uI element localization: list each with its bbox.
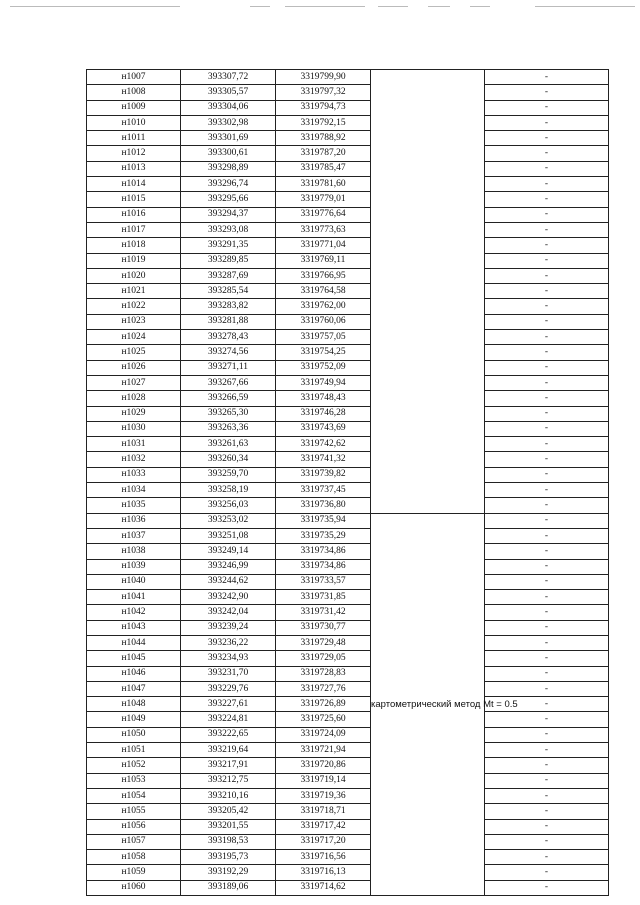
y-coordinate-cell: 3319717,20 [276, 834, 371, 849]
y-coordinate-cell: 3319769,11 [276, 253, 371, 268]
point-cell: н1016 [87, 207, 181, 222]
error-cell: - [485, 620, 609, 635]
table-row [87, 452, 609, 467]
error-cell: - [485, 284, 609, 299]
point-cell: н1051 [87, 743, 181, 758]
point-cell: н1015 [87, 192, 181, 207]
table-row [87, 865, 609, 880]
y-coordinate-cell: 3319719,36 [276, 788, 371, 803]
error-cell: - [485, 314, 609, 329]
table-row [87, 299, 609, 314]
y-coordinate-cell: 3319725,60 [276, 712, 371, 727]
x-coordinate-cell: 393305,57 [181, 85, 276, 100]
y-coordinate-cell: 3319749,94 [276, 375, 371, 390]
error-cell: - [485, 375, 609, 390]
x-coordinate-cell: 393251,08 [181, 528, 276, 543]
x-coordinate-cell: 393242,04 [181, 605, 276, 620]
method-cell: картометрический метод Mt = 0.5 [371, 513, 485, 895]
x-coordinate-cell: 393192,29 [181, 865, 276, 880]
table-row [87, 880, 609, 895]
point-cell: н1007 [87, 70, 181, 85]
x-coordinate-cell: 393239,24 [181, 620, 276, 635]
x-coordinate-cell: 393294,37 [181, 207, 276, 222]
table-row [87, 467, 609, 482]
point-cell: н1030 [87, 421, 181, 436]
table-row [87, 605, 609, 620]
table-row [87, 192, 609, 207]
x-coordinate-cell: 393256,03 [181, 498, 276, 513]
point-cell: н1013 [87, 161, 181, 176]
x-coordinate-cell: 393258,19 [181, 483, 276, 498]
error-cell: - [485, 651, 609, 666]
x-coordinate-cell: 393201,55 [181, 819, 276, 834]
error-cell: - [485, 681, 609, 696]
point-cell: н1060 [87, 880, 181, 895]
table-row [87, 544, 609, 559]
point-cell: н1042 [87, 605, 181, 620]
point-cell: н1035 [87, 498, 181, 513]
error-cell: - [485, 819, 609, 834]
coordinates-table-body [87, 70, 609, 896]
table-row [87, 498, 609, 513]
y-coordinate-cell: 3319729,05 [276, 651, 371, 666]
x-coordinate-cell: 393231,70 [181, 666, 276, 681]
y-coordinate-cell: 3319762,00 [276, 299, 371, 314]
point-cell: н1059 [87, 865, 181, 880]
table-row [87, 697, 609, 712]
y-coordinate-cell: 3319714,62 [276, 880, 371, 895]
point-cell: н1053 [87, 773, 181, 788]
table-row [87, 131, 609, 146]
error-cell: - [485, 238, 609, 253]
error-cell: - [485, 330, 609, 345]
error-cell: - [485, 268, 609, 283]
table-row [87, 70, 609, 85]
point-cell: н1052 [87, 758, 181, 773]
table-row [87, 850, 609, 865]
table-row [87, 85, 609, 100]
y-coordinate-cell: 3319737,45 [276, 483, 371, 498]
y-coordinate-cell: 3319716,13 [276, 865, 371, 880]
x-coordinate-cell: 393244,62 [181, 574, 276, 589]
error-cell: - [485, 146, 609, 161]
x-coordinate-cell: 393287,69 [181, 268, 276, 283]
x-coordinate-cell: 393307,72 [181, 70, 276, 85]
y-coordinate-cell: 3319718,71 [276, 804, 371, 819]
x-coordinate-cell: 393263,36 [181, 421, 276, 436]
y-coordinate-cell: 3319728,83 [276, 666, 371, 681]
y-coordinate-cell: 3319748,43 [276, 391, 371, 406]
error-cell: - [485, 666, 609, 681]
point-cell: н1025 [87, 345, 181, 360]
x-coordinate-cell: 393283,82 [181, 299, 276, 314]
x-coordinate-cell: 393253,02 [181, 513, 276, 528]
x-coordinate-cell: 393274,56 [181, 345, 276, 360]
point-cell: н1046 [87, 666, 181, 681]
table-row [87, 207, 609, 222]
point-cell: н1048 [87, 697, 181, 712]
scan-header-marks [0, 6, 640, 10]
table-row [87, 284, 609, 299]
y-coordinate-cell: 3319776,64 [276, 207, 371, 222]
table-row [87, 115, 609, 130]
error-cell: - [485, 115, 609, 130]
table-row [87, 253, 609, 268]
error-cell: - [485, 865, 609, 880]
y-coordinate-cell: 3319788,92 [276, 131, 371, 146]
point-cell: н1040 [87, 574, 181, 589]
x-coordinate-cell: 393278,43 [181, 330, 276, 345]
x-coordinate-cell: 393293,08 [181, 222, 276, 237]
error-cell: - [485, 253, 609, 268]
table-row [87, 406, 609, 421]
table-row [87, 391, 609, 406]
point-cell: н1020 [87, 268, 181, 283]
error-cell: - [485, 635, 609, 650]
table-row [87, 651, 609, 666]
y-coordinate-cell: 3319787,20 [276, 146, 371, 161]
point-cell: н1014 [87, 177, 181, 192]
x-coordinate-cell: 393296,74 [181, 177, 276, 192]
x-coordinate-cell: 393302,98 [181, 115, 276, 130]
y-coordinate-cell: 3319716,56 [276, 850, 371, 865]
point-cell: н1044 [87, 635, 181, 650]
table-row [87, 360, 609, 375]
point-cell: н1011 [87, 131, 181, 146]
error-cell: - [485, 590, 609, 605]
point-cell: н1022 [87, 299, 181, 314]
error-cell: - [485, 299, 609, 314]
point-cell: н1047 [87, 681, 181, 696]
x-coordinate-cell: 393291,35 [181, 238, 276, 253]
point-cell: н1058 [87, 850, 181, 865]
point-cell: н1027 [87, 375, 181, 390]
x-coordinate-cell: 393217,91 [181, 758, 276, 773]
x-coordinate-cell: 393236,22 [181, 635, 276, 650]
error-cell: - [485, 850, 609, 865]
table-row [87, 330, 609, 345]
x-coordinate-cell: 393198,53 [181, 834, 276, 849]
table-row [87, 590, 609, 605]
y-coordinate-cell: 3319799,90 [276, 70, 371, 85]
table-row [87, 666, 609, 681]
x-coordinate-cell: 393300,61 [181, 146, 276, 161]
point-cell: н1057 [87, 834, 181, 849]
x-coordinate-cell: 393219,64 [181, 743, 276, 758]
error-cell: - [485, 360, 609, 375]
error-cell: - [485, 207, 609, 222]
point-cell: н1045 [87, 651, 181, 666]
y-coordinate-cell: 3319719,14 [276, 773, 371, 788]
point-cell: н1010 [87, 115, 181, 130]
y-coordinate-cell: 3319736,80 [276, 498, 371, 513]
table-row [87, 421, 609, 436]
y-coordinate-cell: 3319766,95 [276, 268, 371, 283]
table-row [87, 804, 609, 819]
x-coordinate-cell: 393271,11 [181, 360, 276, 375]
point-cell: н1026 [87, 360, 181, 375]
x-coordinate-cell: 393205,42 [181, 804, 276, 819]
y-coordinate-cell: 3319746,28 [276, 406, 371, 421]
point-cell: н1033 [87, 467, 181, 482]
x-coordinate-cell: 393281,88 [181, 314, 276, 329]
error-cell: - [485, 834, 609, 849]
x-coordinate-cell: 393301,69 [181, 131, 276, 146]
error-cell: - [485, 513, 609, 528]
y-coordinate-cell: 3319724,09 [276, 727, 371, 742]
point-cell: н1009 [87, 100, 181, 115]
error-cell: - [485, 559, 609, 574]
x-coordinate-cell: 393249,14 [181, 544, 276, 559]
y-coordinate-cell: 3319764,58 [276, 284, 371, 299]
point-cell: н1043 [87, 620, 181, 635]
table-row [87, 314, 609, 329]
table-row [87, 574, 609, 589]
y-coordinate-cell: 3319721,94 [276, 743, 371, 758]
point-cell: н1021 [87, 284, 181, 299]
point-cell: н1036 [87, 513, 181, 528]
point-cell: н1028 [87, 391, 181, 406]
x-coordinate-cell: 393260,34 [181, 452, 276, 467]
y-coordinate-cell: 3319720,86 [276, 758, 371, 773]
table-row [87, 437, 609, 452]
error-cell: - [485, 498, 609, 513]
y-coordinate-cell: 3319773,63 [276, 222, 371, 237]
point-cell: н1019 [87, 253, 181, 268]
table-row [87, 483, 609, 498]
y-coordinate-cell: 3319727,76 [276, 681, 371, 696]
y-coordinate-cell: 3319730,77 [276, 620, 371, 635]
table-row [87, 819, 609, 834]
point-cell: н1029 [87, 406, 181, 421]
table-row [87, 177, 609, 192]
y-coordinate-cell: 3319757,05 [276, 330, 371, 345]
error-cell: - [485, 712, 609, 727]
table-row [87, 712, 609, 727]
table-row [87, 375, 609, 390]
x-coordinate-cell: 393298,89 [181, 161, 276, 176]
point-cell: н1056 [87, 819, 181, 834]
error-cell: - [485, 544, 609, 559]
error-cell: - [485, 804, 609, 819]
x-coordinate-cell: 393195,73 [181, 850, 276, 865]
x-coordinate-cell: 393295,66 [181, 192, 276, 207]
y-coordinate-cell: 3319735,29 [276, 528, 371, 543]
table-row [87, 238, 609, 253]
x-coordinate-cell: 393265,30 [181, 406, 276, 421]
error-cell: - [485, 222, 609, 237]
table-row [87, 268, 609, 283]
y-coordinate-cell: 3319781,60 [276, 177, 371, 192]
error-cell: - [485, 131, 609, 146]
y-coordinate-cell: 3319717,42 [276, 819, 371, 834]
point-cell: н1054 [87, 788, 181, 803]
x-coordinate-cell: 393212,75 [181, 773, 276, 788]
table-row [87, 345, 609, 360]
table-row [87, 146, 609, 161]
error-cell: - [485, 100, 609, 115]
x-coordinate-cell: 393222,65 [181, 727, 276, 742]
error-cell: - [485, 85, 609, 100]
error-cell: - [485, 345, 609, 360]
y-coordinate-cell: 3319729,48 [276, 635, 371, 650]
x-coordinate-cell: 393289,85 [181, 253, 276, 268]
error-cell: - [485, 452, 609, 467]
y-coordinate-cell: 3319741,32 [276, 452, 371, 467]
point-cell: н1018 [87, 238, 181, 253]
x-coordinate-cell: 393285,54 [181, 284, 276, 299]
table-row [87, 727, 609, 742]
x-coordinate-cell: 393246,99 [181, 559, 276, 574]
error-cell: - [485, 391, 609, 406]
y-coordinate-cell: 3319735,94 [276, 513, 371, 528]
x-coordinate-cell: 393210,16 [181, 788, 276, 803]
error-cell: - [485, 528, 609, 543]
method-cell-empty [371, 70, 485, 514]
point-cell: н1049 [87, 712, 181, 727]
y-coordinate-cell: 3319794,73 [276, 100, 371, 115]
table-row [87, 100, 609, 115]
table-row [87, 620, 609, 635]
error-cell: - [485, 727, 609, 742]
table-row [87, 773, 609, 788]
error-cell: - [485, 574, 609, 589]
error-cell: - [485, 467, 609, 482]
y-coordinate-cell: 3319752,09 [276, 360, 371, 375]
y-coordinate-cell: 3319771,04 [276, 238, 371, 253]
error-cell: - [485, 743, 609, 758]
x-coordinate-cell: 393229,76 [181, 681, 276, 696]
y-coordinate-cell: 3319797,32 [276, 85, 371, 100]
error-cell: - [485, 177, 609, 192]
error-cell: - [485, 437, 609, 452]
error-cell: - [485, 758, 609, 773]
error-cell: - [485, 483, 609, 498]
x-coordinate-cell: 393259,70 [181, 467, 276, 482]
x-coordinate-cell: 393261,63 [181, 437, 276, 452]
error-cell: - [485, 421, 609, 436]
point-cell: н1031 [87, 437, 181, 452]
point-cell: н1041 [87, 590, 181, 605]
table-row [87, 743, 609, 758]
error-cell: - [485, 773, 609, 788]
table-row [87, 161, 609, 176]
y-coordinate-cell: 3319734,86 [276, 559, 371, 574]
y-coordinate-cell: 3319760,06 [276, 314, 371, 329]
point-cell: н1032 [87, 452, 181, 467]
table-row [87, 758, 609, 773]
point-cell: н1017 [87, 222, 181, 237]
y-coordinate-cell: 3319785,47 [276, 161, 371, 176]
error-cell: - [485, 697, 609, 712]
point-cell: н1008 [87, 85, 181, 100]
point-cell: н1055 [87, 804, 181, 819]
point-cell: н1050 [87, 727, 181, 742]
point-cell: н1037 [87, 528, 181, 543]
y-coordinate-cell: 3319733,57 [276, 574, 371, 589]
error-cell: - [485, 605, 609, 620]
table-row [87, 635, 609, 650]
error-cell: - [485, 788, 609, 803]
y-coordinate-cell: 3319754,25 [276, 345, 371, 360]
table-row [87, 513, 609, 528]
error-cell: - [485, 406, 609, 421]
error-cell: - [485, 880, 609, 895]
table-row [87, 834, 609, 849]
x-coordinate-cell: 393267,66 [181, 375, 276, 390]
table-row [87, 788, 609, 803]
error-cell: - [485, 192, 609, 207]
table-row [87, 222, 609, 237]
x-coordinate-cell: 393304,06 [181, 100, 276, 115]
y-coordinate-cell: 3319779,01 [276, 192, 371, 207]
y-coordinate-cell: 3319739,82 [276, 467, 371, 482]
y-coordinate-cell: 3319743,69 [276, 421, 371, 436]
point-cell: н1012 [87, 146, 181, 161]
y-coordinate-cell: 3319731,85 [276, 590, 371, 605]
point-cell: н1039 [87, 559, 181, 574]
y-coordinate-cell: 3319731,42 [276, 605, 371, 620]
x-coordinate-cell: 393234,93 [181, 651, 276, 666]
point-cell: н1038 [87, 544, 181, 559]
table-row [87, 528, 609, 543]
point-cell: н1023 [87, 314, 181, 329]
x-coordinate-cell: 393224,81 [181, 712, 276, 727]
x-coordinate-cell: 393227,61 [181, 697, 276, 712]
table-row [87, 681, 609, 696]
x-coordinate-cell: 393242,90 [181, 590, 276, 605]
x-coordinate-cell: 393266,59 [181, 391, 276, 406]
table-row [87, 559, 609, 574]
y-coordinate-cell: 3319726,89 [276, 697, 371, 712]
x-coordinate-cell: 393189,06 [181, 880, 276, 895]
point-cell: н1024 [87, 330, 181, 345]
error-cell: - [485, 161, 609, 176]
coordinates-table [86, 69, 609, 896]
error-cell: - [485, 70, 609, 85]
y-coordinate-cell: 3319742,62 [276, 437, 371, 452]
y-coordinate-cell: 3319792,15 [276, 115, 371, 130]
y-coordinate-cell: 3319734,86 [276, 544, 371, 559]
point-cell: н1034 [87, 483, 181, 498]
